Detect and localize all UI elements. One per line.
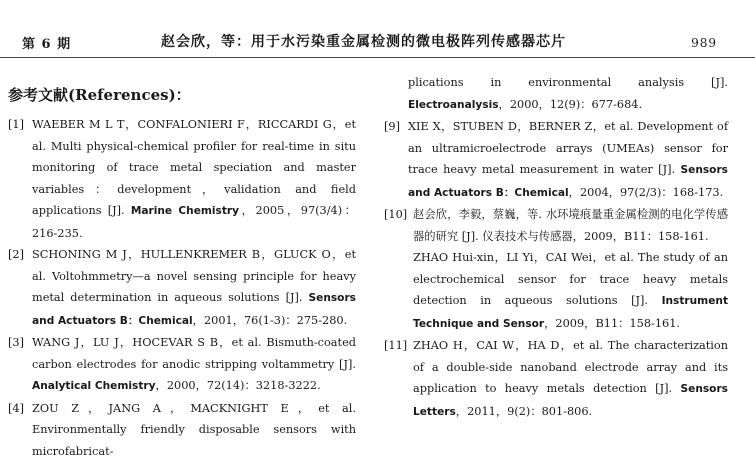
reference-tail: ，2000，72(14)：3218-3222. xyxy=(156,379,321,392)
reference-number: [2] xyxy=(8,244,24,266)
issue-label: 第 6 期 xyxy=(22,33,71,52)
reference-text: SCHONING M J，HULLENKREMER B，GLUCK O，et al. Voltohmmetry—a novel sensing principle for heavy metal determination in aqueous solutions [J]. xyxy=(32,248,356,304)
reference-number: [3] xyxy=(8,332,24,354)
reference-text: WAEBER M L T，CONFALONIERI F，RICCARDI G，et al. Multi physical-chemical profiler for real-time in situ monitoring of trace metal speciation and master variables：development，validation and field applications [J]. xyxy=(32,118,356,217)
reference-number: [1] xyxy=(8,114,24,136)
reference-number: [10] xyxy=(384,204,407,226)
reference-item xyxy=(384,116,728,204)
right-column xyxy=(384,60,728,423)
running-title: 赵会欣，等：用于水污染重金属检测的微电极阵列传感器芯片 xyxy=(161,31,566,51)
reference-journal: Sensors and Actuators B：Chemical xyxy=(408,164,728,199)
reference-journal: Sensors and Actuators B：Chemical xyxy=(32,292,356,327)
page-number: 989 xyxy=(691,36,717,50)
translation-tail: ，2009，B11：158-161. xyxy=(544,317,680,330)
reference-item xyxy=(8,332,356,398)
reference-journal: Marine Chemistry xyxy=(131,205,239,217)
reference-continuation xyxy=(384,72,728,116)
reference-item xyxy=(8,398,356,462)
left-column xyxy=(8,60,356,462)
continuation-text: plications in environmental analysis [J]. xyxy=(408,76,728,89)
reference-number: [9] xyxy=(384,116,400,138)
reference-text: XIE X，STUBEN D，BERNER Z，et al. Development of an ultramicroelectrode arrays (UMEAs) sensor for trace heavy metal measurement in water [J]. xyxy=(408,120,728,176)
reference-item xyxy=(8,244,356,332)
continuation-tail: ，2000，12(9)：677-684. xyxy=(499,98,643,111)
page-header xyxy=(0,0,755,60)
translation-text: ZHAO Hui-xin，LI Yi，CAI Wei，et al. The study of an electrochemical sensor for trace heavy metals detection in aqueous solutions [J]. xyxy=(413,251,728,307)
reference-item xyxy=(384,204,728,335)
reference-text: 赵会欣，李毅，蔡巍，等. 水环境痕量重金属检测的电化学传感器的研究 [J]. 仪表技术与传感器，2009，B11：158-161. xyxy=(413,208,728,243)
reference-item xyxy=(8,114,356,244)
reference-tail: ，2001，76(1-3)：275-280. xyxy=(193,314,348,327)
reference-tail: ，2004，97(2/3)：168-173. xyxy=(569,186,724,199)
reference-item xyxy=(384,335,728,423)
reference-journal: Analytical Chemistry xyxy=(32,380,156,392)
header-divider xyxy=(0,57,755,58)
reference-translation xyxy=(413,247,728,335)
references-heading: 参考文献(References)： xyxy=(8,84,356,106)
reference-number: [4] xyxy=(8,398,24,420)
reference-journal: Sensors Letters xyxy=(413,383,728,418)
continuation-journal: Electroanalysis xyxy=(408,99,499,111)
reference-text: WANG J，LU J，HOCEVAR S B，et al. Bismuth-coated carbon electrodes for anodic stripping voltammetry [J]. xyxy=(32,336,356,371)
reference-number: [11] xyxy=(384,335,407,357)
reference-text: ZHAO H，CAI W，HA D，et al. The characterization of a double-side nanoband electrode array and its application to heavy metals detection [J]. xyxy=(413,339,728,395)
reference-text: ZOU Z，JANG A，MACKNIGHT E，et al. Environmentally friendly disposable sensors with microfabricat- xyxy=(32,402,356,458)
reference-tail: ，2005，97(3/4)：216-235. xyxy=(32,204,356,240)
reference-tail: ，2011，9(2)：801-806. xyxy=(456,405,592,418)
translation-journal: Instrument Technique and Sensor xyxy=(413,295,728,330)
